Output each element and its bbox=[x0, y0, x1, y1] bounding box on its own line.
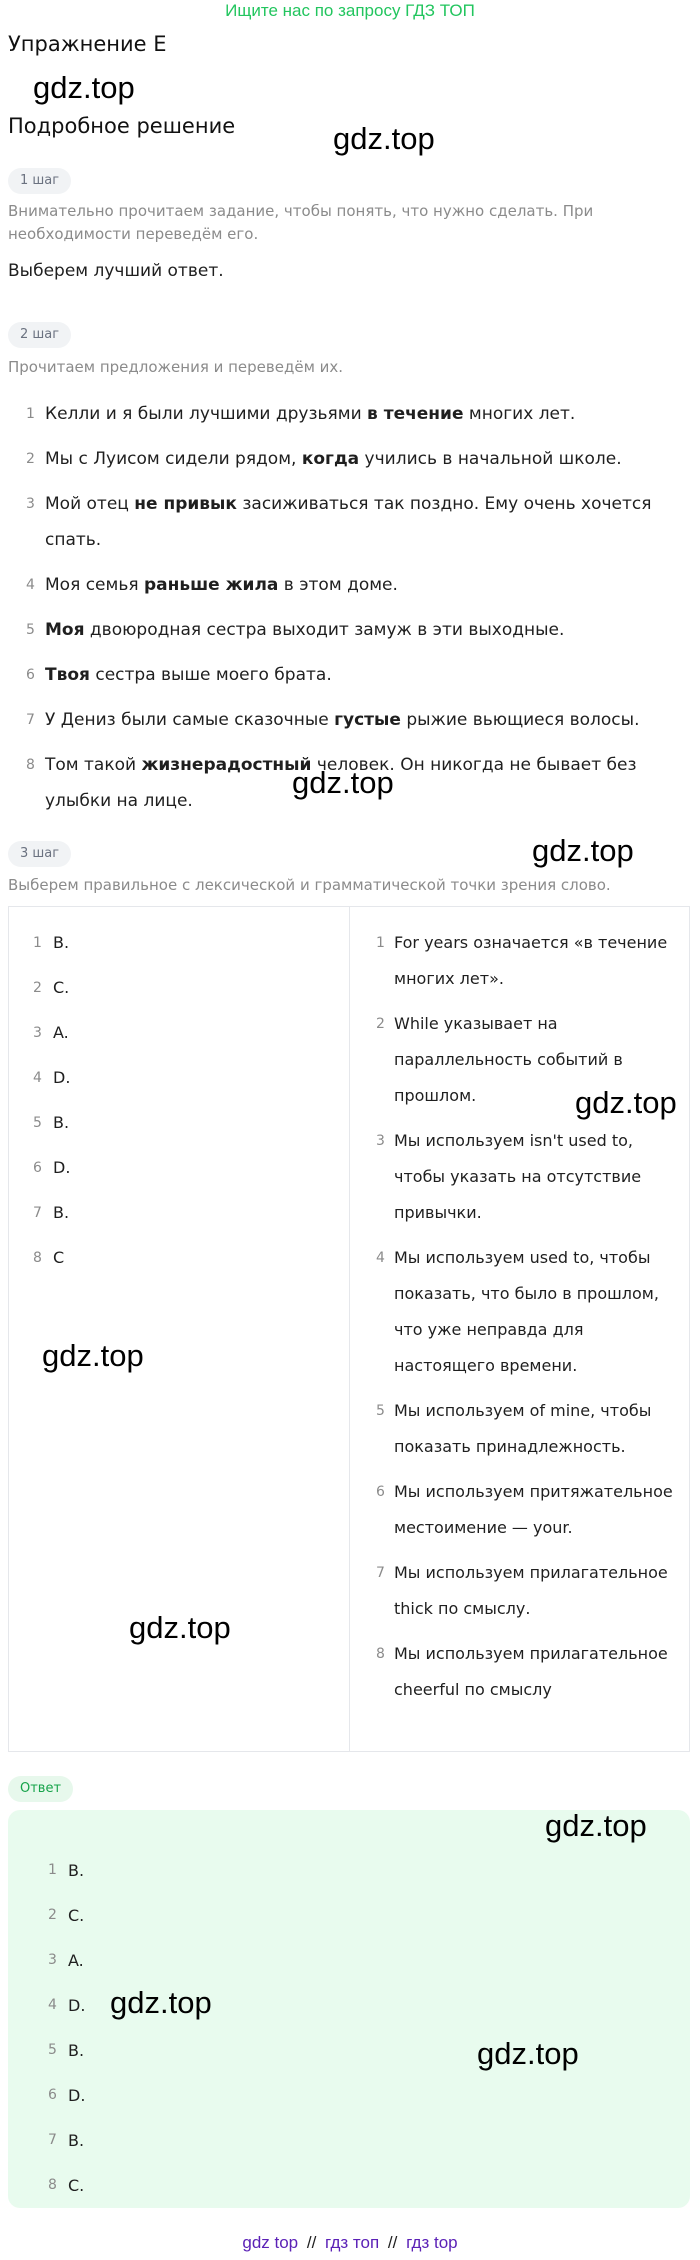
step1-action: Выберем лучший ответ. bbox=[8, 261, 224, 281]
answer-row: 1 B. bbox=[33, 933, 70, 952]
list-item: 5 Моя двоюродная сестра выходит замуж в эти выходные. bbox=[8, 612, 688, 648]
footer-separator: // bbox=[306, 2233, 317, 2252]
search-banner[interactable]: Ищите нас по запросу ГДЗ ТОП bbox=[225, 1, 475, 20]
solution-table bbox=[8, 906, 690, 1752]
list-item: 1 B. bbox=[48, 1861, 85, 1880]
explanation-row: 8 Мы используем прилагательное cheerful по смыслу bbox=[376, 1644, 668, 1699]
item-number: 8 bbox=[26, 757, 35, 773]
answer-row: 6 D. bbox=[33, 1158, 71, 1177]
watermark: gdz.top bbox=[532, 833, 634, 868]
list-item: 6 Твоя сестра выше моего брата. bbox=[8, 657, 688, 693]
watermark: gdz.top bbox=[575, 1085, 677, 1120]
item-number: 6 bbox=[26, 667, 35, 683]
step1-description: Внимательно прочитаем задание, чтобы понять, что нужно сделать. При необходимости переведём его. bbox=[8, 202, 594, 243]
watermark: gdz.top bbox=[477, 2036, 579, 2071]
list-item: 5 B. bbox=[48, 2041, 85, 2060]
watermark: gdz.top bbox=[129, 1610, 231, 1645]
list-item: 7 У Дениз были самые сказочные густые рыжие вьющиеся волосы. bbox=[8, 702, 688, 738]
list-item: 2 C. bbox=[48, 1906, 85, 1925]
watermark: gdz.top bbox=[42, 1338, 144, 1373]
footer-link[interactable]: гдз топ bbox=[325, 2233, 380, 2252]
footer-links bbox=[0, 2232, 700, 2254]
step-badge-1: 1 шаг bbox=[8, 168, 71, 194]
list-item: 4 D. bbox=[48, 1996, 86, 2015]
list-item: 3 Мой отец не привык засиживаться так поздно. Ему очень хочется спать. bbox=[8, 486, 688, 558]
step-badge-3: 3 шаг bbox=[8, 841, 71, 867]
explanation-row: 3 Мы используем isn't used to, чтобы указать на отсутствие привычки. bbox=[376, 1131, 642, 1222]
step3-description: Выберем правильное с лексической и грамматической точки зрения слово. bbox=[8, 876, 611, 894]
answer-row: 2 C. bbox=[33, 978, 70, 997]
item-number: 2 bbox=[26, 451, 35, 467]
sentence-list bbox=[8, 396, 688, 819]
answer-row: 5 B. bbox=[33, 1113, 70, 1132]
answer-row: 4 D. bbox=[33, 1068, 71, 1087]
footer-separator: // bbox=[387, 2233, 398, 2252]
watermark: gdz.top bbox=[545, 1808, 647, 1843]
watermark: gdz.top bbox=[33, 70, 135, 105]
footer-link[interactable]: gdz top bbox=[242, 2233, 299, 2252]
list-item: 8 C. bbox=[48, 2176, 85, 2195]
answer-badge: Ответ bbox=[8, 1776, 73, 1802]
list-item: 6 D. bbox=[48, 2086, 86, 2105]
watermark: gdz.top bbox=[333, 121, 435, 156]
list-item: 2 Мы с Луисом сидели рядом, когда учились в начальной школе. bbox=[8, 441, 688, 477]
list-item: 4 Моя семья раньше жила в этом доме. bbox=[8, 567, 688, 603]
watermark: gdz.top bbox=[110, 1985, 212, 2020]
item-number: 7 bbox=[26, 712, 35, 728]
step-badge-2: 2 шаг bbox=[8, 322, 71, 348]
answers-column bbox=[9, 925, 349, 1276]
explanations-column bbox=[350, 925, 691, 1717]
list-item: 7 B. bbox=[48, 2131, 85, 2150]
explanation-row: 2 While указывает на параллельность событий в прошлом. bbox=[376, 1014, 623, 1105]
step2-description: Прочитаем предложения и переведём их. bbox=[8, 358, 344, 376]
explanation-row: 1 For years означается «в течение многих лет». bbox=[376, 933, 668, 988]
answer-list bbox=[8, 1848, 690, 2208]
answer-row: 8 C bbox=[33, 1248, 65, 1267]
item-number: 3 bbox=[26, 496, 35, 512]
footer-link[interactable]: гдз top bbox=[406, 2233, 458, 2252]
list-item: 3 A. bbox=[48, 1951, 84, 1970]
list-item: 1 Келли и я были лучшими друзьями в течение многих лет. bbox=[8, 396, 688, 432]
answer-row: 3 A. bbox=[33, 1023, 69, 1042]
solution-heading: Подробное решение bbox=[8, 114, 236, 138]
explanation-row: 7 Мы используем прилагательное thick по смыслу. bbox=[376, 1563, 668, 1618]
item-number: 5 bbox=[26, 622, 35, 638]
list-item: 8 Том такой жизнерадостный человек. Он никогда не бывает без улыбки на лице. bbox=[8, 747, 688, 819]
watermark: gdz.top bbox=[292, 765, 394, 800]
page-title: Упражнение E bbox=[8, 32, 167, 56]
explanation-row: 4 Мы используем used to, чтобы показать, что было в прошлом, что уже неправда для настоящего времени. bbox=[376, 1248, 659, 1375]
item-number: 4 bbox=[26, 577, 35, 593]
explanation-row: 5 Мы используем of mine, чтобы показать принадлежность. bbox=[376, 1401, 652, 1456]
item-number: 1 bbox=[26, 406, 35, 422]
explanation-row: 6 Мы используем притяжательное местоимение — your. bbox=[376, 1482, 673, 1537]
answer-row: 7 B. bbox=[33, 1203, 70, 1222]
